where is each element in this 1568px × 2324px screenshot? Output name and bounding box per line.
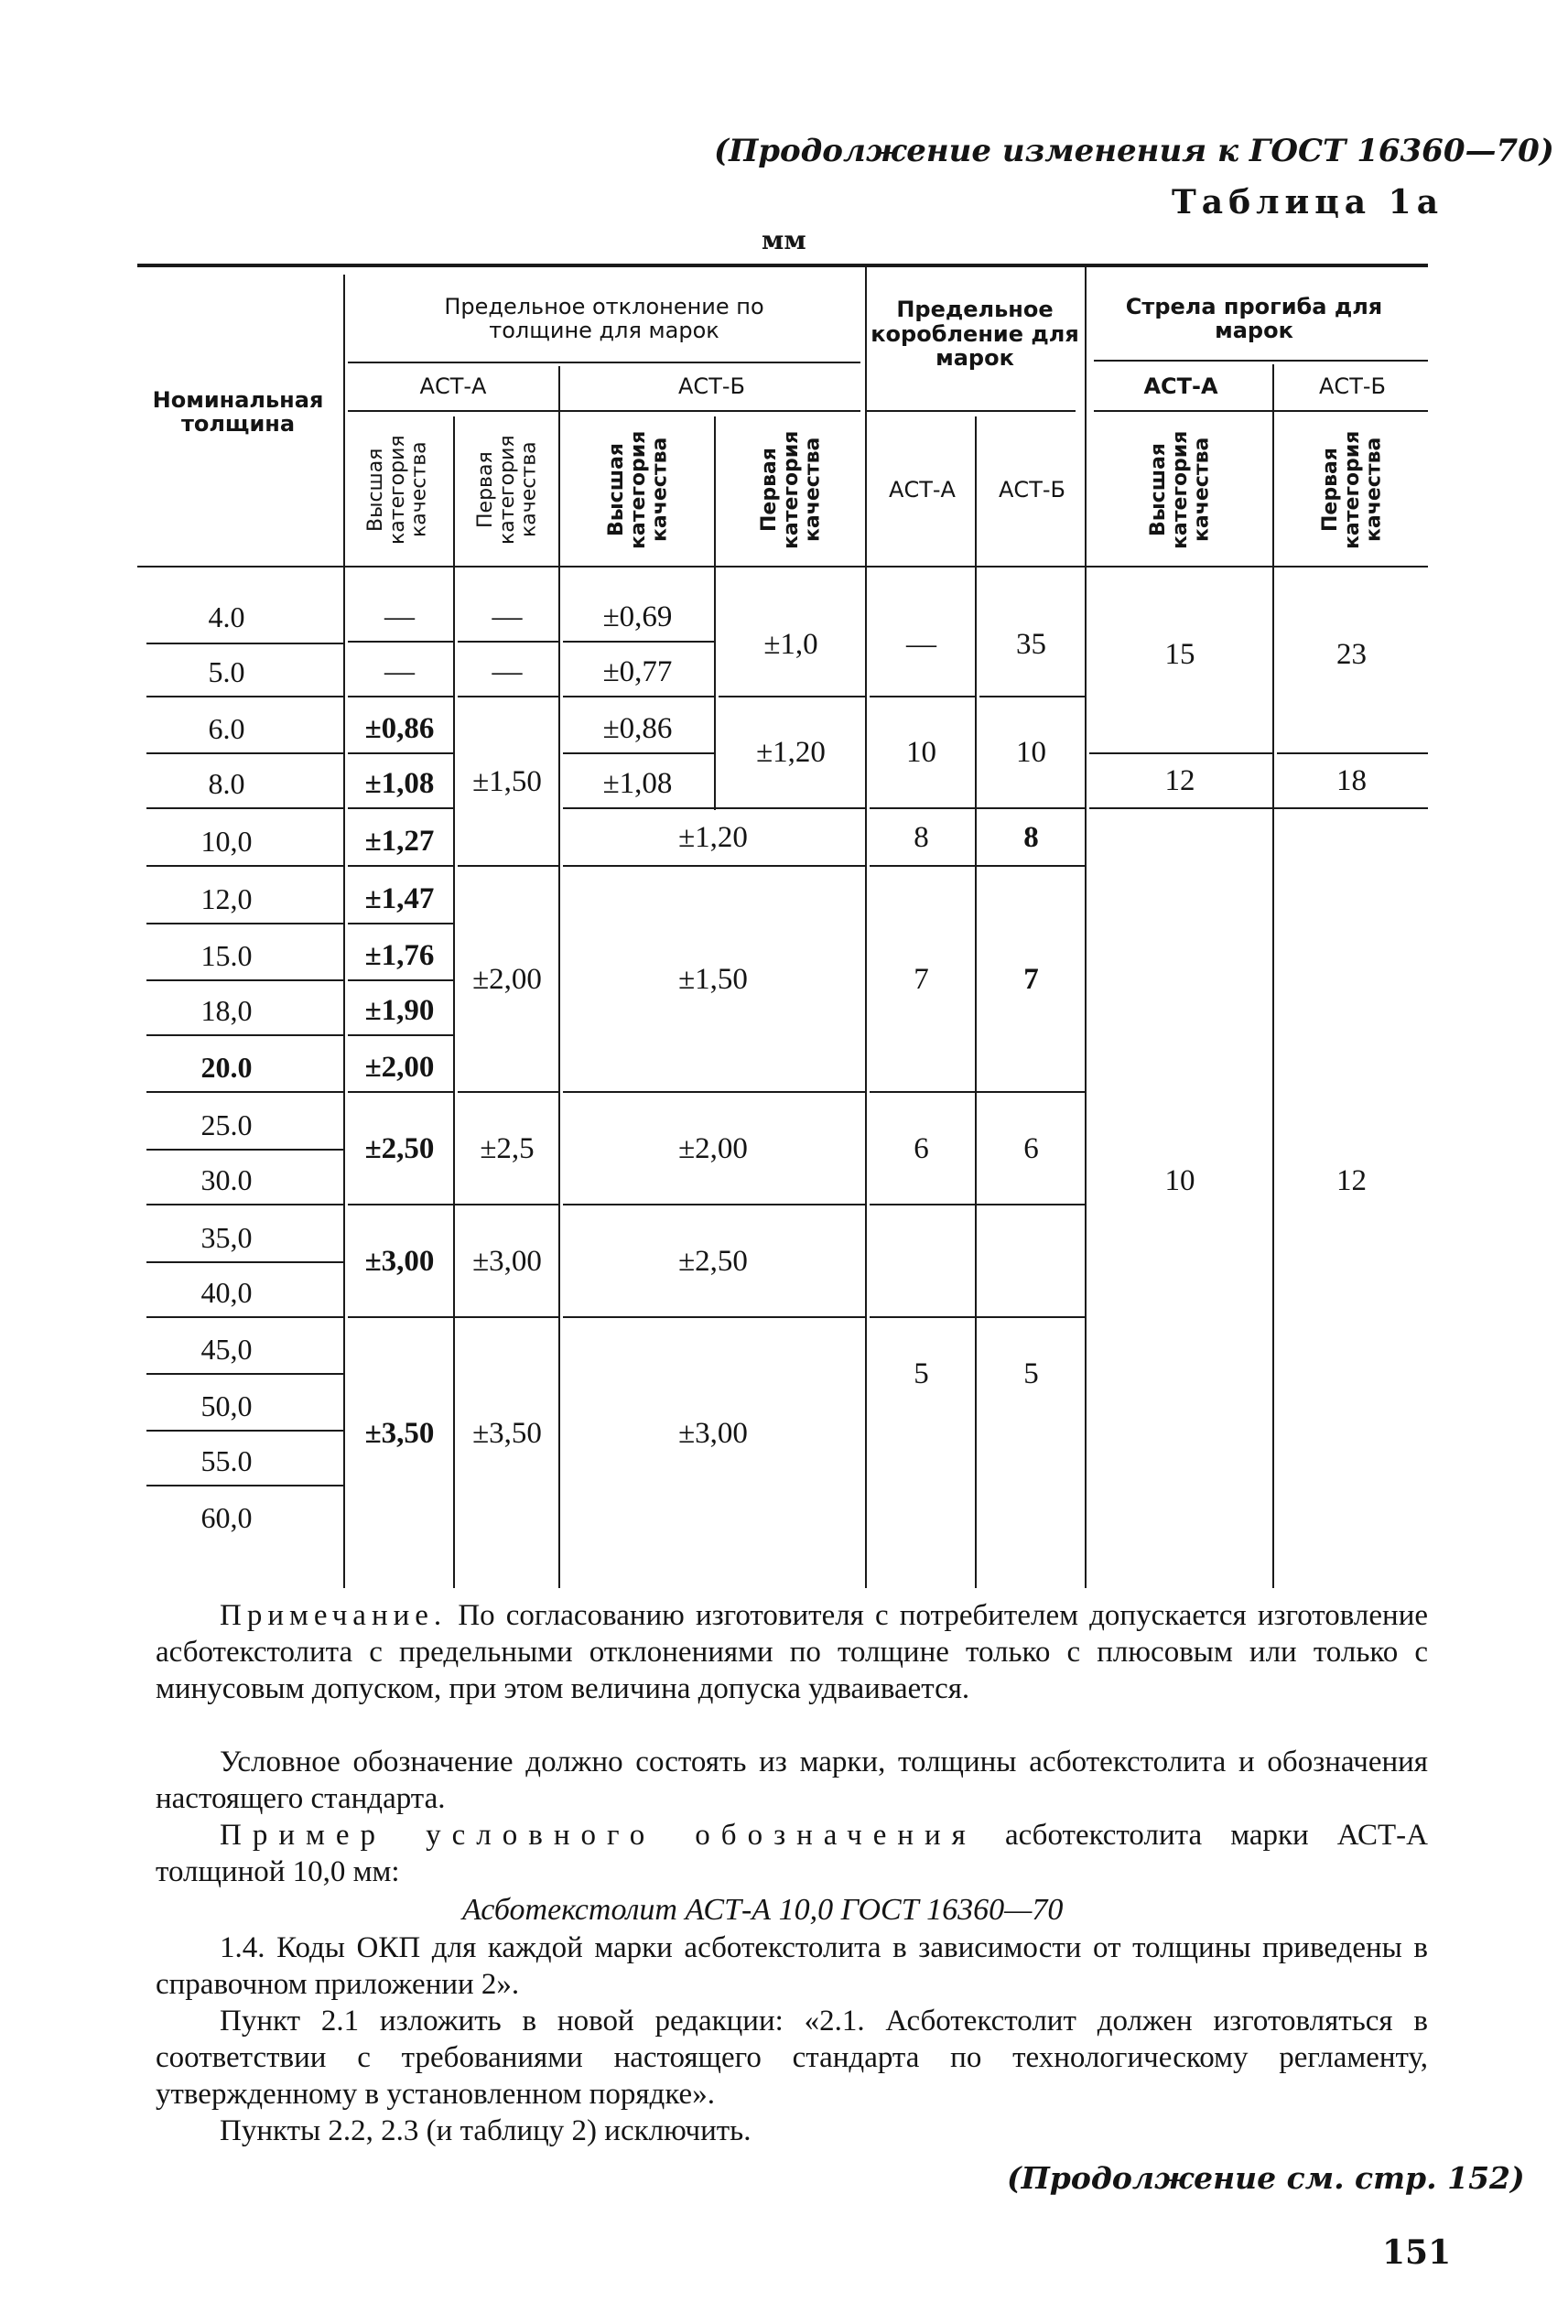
- row-line: [146, 807, 343, 809]
- col-line: [1272, 364, 1274, 1588]
- note-label: Примечание.: [220, 1599, 448, 1632]
- cell-line: [563, 1316, 865, 1318]
- table-top-rule: [137, 264, 1428, 267]
- col-line: [975, 416, 977, 1588]
- cell-defl-a: 10: [1164, 1163, 1195, 1197]
- subheader-warp-ast-b: АСТ-Б: [999, 476, 1065, 503]
- row-line: [146, 865, 343, 867]
- cell-line: [348, 696, 453, 697]
- cell-warp-a: 10: [906, 736, 936, 769]
- vheader-a-first: [458, 416, 558, 563]
- cell-defl-b: 12: [1336, 1163, 1367, 1197]
- thickness-label: 55.0: [200, 1443, 253, 1477]
- vheader-text: Высшая категория качества: [364, 435, 431, 545]
- thickness-label: 30.0: [200, 1162, 253, 1196]
- cell-dev-a-first: ±2,5: [480, 1131, 535, 1165]
- row-line: [146, 1204, 343, 1205]
- cell-dev-b-first: ±1,0: [763, 627, 818, 661]
- table-title: Таблица 1а: [1172, 183, 1444, 222]
- cell-warp-b: 10: [1016, 736, 1046, 769]
- row-line: [146, 979, 343, 981]
- row-line: [146, 1316, 343, 1318]
- hdr-line: [1094, 410, 1428, 412]
- row-line: [146, 1485, 343, 1486]
- cell-dev-a-first: —: [492, 654, 523, 688]
- cell-warp-a: —: [906, 627, 936, 661]
- hdr-line: [348, 410, 860, 412]
- cell-dev-a-first: ±3,00: [472, 1244, 542, 1278]
- thickness-label: 10,0: [200, 824, 253, 858]
- cell-line: [458, 1091, 558, 1093]
- cell-warp-a: 5: [914, 1357, 929, 1390]
- cell-dev-a-high: ±3,00: [364, 1244, 435, 1278]
- cell-line: [348, 923, 453, 924]
- example-label: Пример условного обозначения: [220, 1819, 977, 1852]
- row-line: [146, 1034, 343, 1036]
- cell-defl-b: 18: [1336, 764, 1367, 797]
- vheader-text: Высшая категория качества: [1147, 430, 1214, 549]
- subheader-warp-ast-a: АСТ-А: [889, 476, 956, 503]
- col-header-nominal: Номинальная толщина: [152, 386, 324, 437]
- hdr-line: [348, 362, 860, 363]
- cell-line: [348, 979, 453, 981]
- cell-line: [563, 1204, 865, 1205]
- thickness-label: 8.0: [208, 766, 245, 800]
- row-line: [146, 1373, 343, 1375]
- row-line: [146, 1261, 343, 1263]
- vheader-text: Первая категория качества: [758, 430, 825, 549]
- thickness-label: 40,0: [200, 1275, 253, 1309]
- designation-paragraph: Условное обозначение должно состоять из марки, толщины асботекстолита и обозначения настоящего стандарта.: [156, 1746, 1428, 1815]
- cell-line: [458, 696, 558, 697]
- vheader-b-first: [719, 416, 865, 563]
- row-line: [146, 1430, 343, 1432]
- cell-dev-b-merged: ±1,50: [678, 962, 748, 996]
- cell-dev-b-merged: ±1,20: [678, 820, 748, 854]
- thickness-label: 50,0: [200, 1389, 253, 1422]
- cell-line: [563, 807, 865, 809]
- cell-line: [563, 696, 714, 697]
- item-2-1: Пункт 2.1 изложить в новой редакции: «2.1. Асботекстолит должен изготовляться в соответствии с требованиями настоящего стандарта по технологическому регламенту, утвержденному в установленном порядке».: [156, 2005, 1428, 2111]
- cell-dev-a-high: —: [384, 654, 415, 688]
- cell-line: [458, 641, 558, 643]
- vheader-text: Первая категория качества: [474, 435, 541, 545]
- thickness-label: 12,0: [200, 881, 253, 915]
- thickness-label: 5.0: [208, 654, 245, 688]
- continuation-header: (Продолжение изменения к ГОСТ 16360—70): [714, 133, 1554, 169]
- col-line: [714, 416, 716, 810]
- thickness-label: 20.0: [200, 1050, 253, 1084]
- cell-line: [1277, 752, 1428, 754]
- row-line: [146, 696, 343, 697]
- vheader-text: Первая категория качества: [1318, 430, 1386, 549]
- hdr-line: [1094, 360, 1428, 362]
- row-line: [146, 923, 343, 924]
- cell-dev-a-high: ±0,86: [364, 711, 435, 745]
- item-2-2: Пункты 2.2, 2.3 (и таблицу 2) исключить.: [220, 2114, 752, 2147]
- cell-dev-a-high: ±1,90: [364, 993, 435, 1027]
- subheader-ast-b: АСТ-Б: [678, 373, 745, 400]
- cell-line: [348, 752, 453, 754]
- example-paragraph: [156, 1817, 1428, 1890]
- cell-warp-b: 5: [1023, 1357, 1039, 1390]
- cell-warp-b: 8: [1023, 820, 1039, 854]
- cell-line: [348, 1091, 453, 1093]
- cell-dev-a-first: —: [492, 600, 523, 633]
- cell-dev-b-merged: ±3,00: [678, 1416, 748, 1450]
- units-label: мм: [762, 225, 806, 255]
- subheader-defl-ast-b: АСТ-Б: [1319, 373, 1386, 400]
- cell-line: [979, 696, 1085, 697]
- cell-warp-b: 6: [1023, 1131, 1039, 1165]
- note-text: По согласованию изготовителя с потребителем допускается изготовление асботекстолита с предельными отклонениями по толщине только с плюсовым или только с минусовым допуском, при этом величина допуска удваивается.: [156, 1599, 1429, 1705]
- row-line: [146, 643, 343, 644]
- cell-dev-b-merged: ±2,50: [678, 1244, 748, 1278]
- thickness-label: 4.0: [208, 600, 245, 633]
- hdr-line: [865, 410, 1076, 412]
- subheader-defl-ast-a: АСТ-А: [1143, 373, 1218, 400]
- thickness-label: 15.0: [200, 938, 253, 972]
- cell-line: [1089, 807, 1428, 809]
- group-header-deflection: Стрела прогиба для марок: [1125, 293, 1383, 343]
- cell-line: [348, 1316, 558, 1318]
- example-designation: Асботекстолит АСТ-А 10,0 ГОСТ 16360—70: [462, 1893, 1064, 1927]
- cell-dev-a-first: ±2,00: [472, 962, 542, 996]
- cell-line: [563, 1091, 865, 1093]
- cell-defl-b: 23: [1336, 637, 1367, 671]
- cell-line: [870, 1316, 1085, 1318]
- thickness-label: 35,0: [200, 1220, 253, 1254]
- vheader-text: Высшая категория качества: [604, 430, 672, 549]
- header-bottom-rule: [137, 566, 1428, 567]
- cell-line: [870, 1091, 1085, 1093]
- cell-line: [870, 865, 1085, 867]
- cell-warp-a: 6: [914, 1131, 929, 1165]
- cell-line: [1089, 752, 1272, 754]
- vheader-b-high: [563, 416, 714, 563]
- cell-dev-b-high: ±0,77: [602, 654, 673, 688]
- cell-defl-a: 12: [1164, 764, 1195, 797]
- col-line: [1085, 267, 1087, 1588]
- cell-dev-b-high: ±1,08: [602, 766, 673, 800]
- cell-dev-b-high: ±0,86: [602, 711, 673, 745]
- cell-warp-b: 35: [1016, 627, 1046, 661]
- thickness-label: 25.0: [200, 1108, 253, 1141]
- cell-line: [348, 1034, 453, 1036]
- cell-line: [870, 696, 975, 697]
- thickness-label: 60,0: [200, 1500, 253, 1534]
- thickness-label: 45,0: [200, 1332, 253, 1366]
- cell-line: [348, 807, 453, 809]
- cell-line: [719, 696, 865, 697]
- cell-dev-a-high: ±1,27: [364, 824, 435, 858]
- row-line: [146, 1149, 343, 1151]
- cell-dev-b-high: ±0,69: [602, 600, 673, 633]
- subheader-ast-a: АСТ-А: [419, 373, 487, 400]
- row-line: [146, 752, 343, 754]
- cell-warp-b: 7: [1023, 962, 1039, 996]
- cell-dev-a-high: ±1,08: [364, 766, 435, 800]
- cell-warp-a: 8: [914, 820, 929, 854]
- cell-line: [348, 1204, 558, 1205]
- group-header-deviation: Предельное отклонение по толщине для марок: [444, 293, 764, 343]
- cell-line: [348, 641, 453, 643]
- cell-warp-a: 7: [914, 962, 929, 996]
- thickness-label: 6.0: [208, 711, 245, 745]
- cell-dev-b-first: ±1,20: [756, 736, 826, 769]
- cell-line: [870, 807, 1085, 809]
- cell-dev-a-high: ±1,76: [364, 938, 435, 972]
- row-line: [146, 1091, 343, 1093]
- page-number: 151: [1382, 2233, 1452, 2272]
- cell-dev-a-first: ±3,50: [472, 1416, 542, 1450]
- cell-line: [458, 865, 558, 867]
- cell-line: [870, 1204, 1085, 1205]
- vheader-a-high: [348, 416, 449, 563]
- col-line: [865, 267, 867, 1588]
- cell-dev-a-high: ±3,50: [364, 1416, 435, 1450]
- cell-line: [563, 752, 714, 754]
- col-line: [453, 416, 455, 1588]
- item-1-4: 1.4. Коды ОКП для каждой марки асботекстолита в зависимости от толщины приведены в справочном приложении 2».: [156, 1931, 1428, 2001]
- vheader-defl-a-high: [1089, 416, 1272, 563]
- cell-line: [563, 865, 865, 867]
- cell-dev-a-first: ±1,50: [472, 764, 542, 798]
- thickness-label: 18,0: [200, 993, 253, 1027]
- cell-dev-a-high: —: [384, 600, 415, 633]
- vheader-defl-b-first: [1277, 416, 1428, 563]
- col-line: [558, 366, 560, 1588]
- cell-dev-a-high: ±2,50: [364, 1131, 435, 1165]
- cell-line: [563, 641, 714, 643]
- cell-dev-b-merged: ±2,00: [678, 1131, 748, 1165]
- example-text: асботекстолита марки АСТ-А толщиной 10,0 мм:: [156, 1819, 1428, 1888]
- continued-footer: (Продолжение см. стр. 152): [1007, 2160, 1525, 2196]
- group-header-warp: Предельное коробление для марок: [871, 297, 1079, 372]
- cell-line: [348, 865, 453, 867]
- cell-dev-a-high: ±2,00: [364, 1050, 435, 1084]
- note-paragraph: [156, 1597, 1428, 1707]
- cell-dev-a-high: ±1,47: [364, 881, 435, 915]
- cell-defl-a: 15: [1164, 637, 1195, 671]
- col-line: [343, 275, 345, 1588]
